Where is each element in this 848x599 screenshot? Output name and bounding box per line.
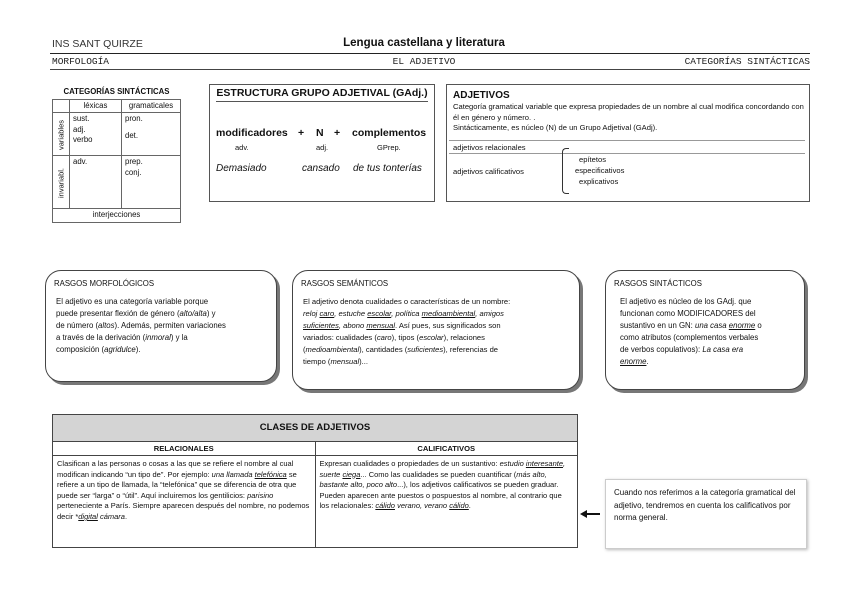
adjetivos-relacionales: adjetivos relacionales [453,143,526,152]
rasgos-semanticos-box [292,270,580,390]
adjetivos-separator [449,140,805,141]
rasgos-sintacticos-text: El adjetivo es núcleo de los GAdj. que funcionan como MODIFICADORES del sustantivo en un GN: una casa enorme o como atributos (complementos verbales de verbos copulativos): La casa era enorme. [620,297,762,366]
categorias-table [52,86,181,223]
gadj-plus: + [334,127,341,139]
calificativos-header: CALIFICATIVOS [316,442,578,456]
adjetivos-def1: Categoría gramatical variable que expresa propiedades de un nombre al cual modifica concordando con él en género y número. . [453,102,804,122]
header-divider-2 [50,69,810,70]
subject-title: Lengua castellana y literatura [343,37,505,49]
brace-icon [562,148,569,194]
rasgos-semanticos-title: RASGOS SEMÁNTICOS [301,279,389,288]
rasgos-morfologicos-title: RASGOS MORFOLÓGICOS [54,279,155,288]
header-center: EL ADJETIVO [392,56,456,67]
cat-item: det. [125,130,139,140]
header-divider [50,53,810,54]
row-invariables: invariabl. [53,156,70,209]
relacionales-header: RELACIONALES [53,442,315,456]
adjetivos-def2: Sintácticamente, es núcleo (N) de un Grupo Adjetival (GAdj). [453,123,658,132]
adjetivos-title: ADJETIVOS [453,90,510,101]
rasgos-morfologicos-text: El adjetivo es una categoría variable porque puede presentar flexión de género (alto/alta) y de número (altos). Además, permiten variaciones a través de la derivación (inmoral) y la composición (agridulce). [56,297,226,354]
cat-item: verbo [73,135,93,144]
cat-item: adj. [73,124,86,134]
cat-item: pron. [125,114,143,123]
col-gramaticales: gramaticales [122,99,181,113]
interjecciones: interjecciones [53,209,181,223]
gadj-plus: + [298,127,305,139]
tipo-especificativos: especificativos [575,166,625,175]
header-left: MORFOLOGÍA [52,56,110,67]
rasgos-sintacticos-box [605,270,805,390]
gadj-sub-gprep: GPrep. [377,143,401,152]
gadj-example: de tus tonterías [353,163,422,174]
adjetivos-box [446,84,810,202]
gadj-sub-adj: adj. [316,143,329,152]
cat-item: sust. [73,114,90,123]
gadj-sub-adv: adv. [235,143,249,152]
row-variables: variables [53,113,70,156]
relacionales-text: Clasifican a las personas o cosas a las que se refiere el nombre al cual modifican indicando “un tipo de”. Por ejemplo: una llamada telefónica se refiere a un tipo de llamada, la “telefónica” que se diferencia de otra que puede ser “larga” o “útil”. Aquí incluiremos los gentilicios: parisino perteneciente a París. Siempre aparecen después del nombre, no podemos decir *digital cámara. [57,459,310,521]
gadj-modificadores: modificadores [216,127,288,139]
clases-title: CLASES DE ADJETIVOS [53,415,577,442]
cat-item: conj. [125,167,142,177]
rasgos-sintacticos-title: RASGOS SINTÁCTICOS [614,279,702,288]
categorias-title: CATEGORÍAS SINTÁCTICAS [53,86,181,99]
tipo-epitetos: epítetos [579,155,607,164]
cat-item: prep. [125,157,143,166]
adjetivos-definition [453,102,805,134]
header-right: CATEGORÍAS SINTÁCTICAS [684,56,810,67]
calificativos-note: Cuando nos referimos a la categoría gramatical del adjetivo, tendremos en cuenta los calificativos por norma general. [605,479,807,549]
gadj-example: Demasiado [216,163,267,174]
gadj-box [209,84,435,202]
clases-table [52,414,578,548]
gadj-complementos: complementos [352,127,427,139]
adjetivos-calificativos: adjetivos calificativos [453,167,524,176]
rasgos-morfologicos-box [45,270,277,382]
rasgos-semanticos-text: El adjetivo denota cualidades o características de un nombre: reloj caro, estuche escolar, política medioambiental, amigos suficientes, abono mensual. Así pues, sus significados son variados: cualidades (caro), tipos (escolar), relaciones (medioambiental), cantidades (suficientes), referencias de tiempo (mensual)... [303,297,511,366]
calificativos-text: Expresan cualidades o propiedades de un sustantivo: estudio interesante, suerte ciega... Como las cualidades se pueden cuantificar (más alto, bastante alto, poco alto...), los adjetivos calificativos se pueden graduar. Pueden aparecen ante puestos o pospuestos al nombre, al contrario que los relacionales: cálido verano, verano cálido. [319,459,566,511]
gadj-title: ESTRUCTURA GRUPO ADJETIVAL (GAdj.) [216,87,428,99]
adjetivos-separator [449,153,805,154]
gadj-underline [216,101,428,102]
cat-item: adv. [70,156,122,209]
tipo-explicativos: explicativos [579,177,619,186]
col-lexicas: léxicas [70,99,122,113]
school-name: INS SANT QUIRZE [52,38,143,50]
gadj-n: N [316,127,324,139]
arrow-left-icon [580,509,600,519]
gadj-example: cansado [302,163,340,174]
